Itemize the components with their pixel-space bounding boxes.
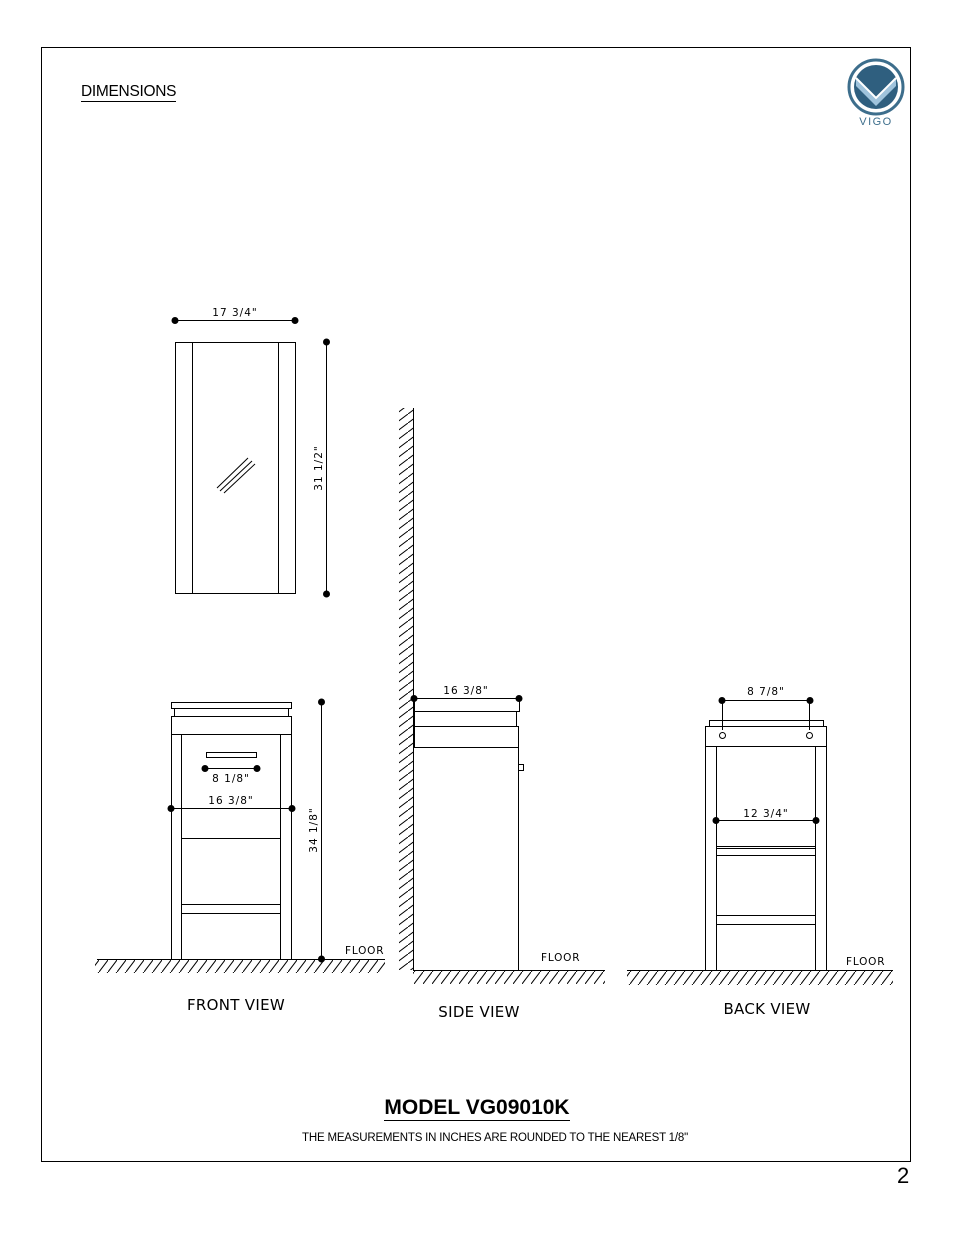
front-view-label: FRONT VIEW: [186, 996, 286, 1014]
front-drawer-dimension: [202, 766, 260, 772]
front-floor-label: FLOOR: [345, 945, 385, 957]
back-view-cabinet: [706, 721, 827, 971]
side-depth-label: 16 3/8": [443, 685, 489, 697]
front-width-label: 16 3/8": [208, 795, 254, 807]
mirror-height-label: 31 1/2": [313, 445, 325, 491]
back-top-label: 8 7/8": [747, 686, 785, 698]
page-number: 2: [897, 1163, 910, 1188]
front-floor: [95, 960, 385, 974]
side-floor: [413, 971, 605, 985]
front-drawer-label: 8 1/8": [212, 773, 250, 785]
back-top-dimension: [719, 698, 813, 731]
back-inner-label: 12 3/4": [743, 808, 789, 820]
logo-text: VIGO: [859, 116, 893, 128]
model-title: MODEL VG09010K: [384, 1096, 570, 1119]
side-view-label: SIDE VIEW: [438, 1003, 520, 1021]
back-view-label: BACK VIEW: [723, 1000, 811, 1018]
side-view-cabinet: [415, 699, 524, 971]
back-floor: [627, 971, 893, 986]
measurement-note: THE MEASUREMENTS IN INCHES ARE ROUNDED TO THE NEAREST 1/8": [302, 1132, 688, 1144]
front-height-label: 34 1/8": [308, 807, 320, 853]
side-floor-label: FLOOR: [541, 952, 581, 964]
dimensions-heading: DIMENSIONS: [81, 83, 177, 100]
mirror-outline: [176, 343, 296, 594]
mirror-width-label: 17 3/4": [212, 307, 258, 319]
back-floor-label: FLOOR: [846, 956, 886, 968]
model-title-wrap: [0, 1096, 954, 1120]
side-wall: [399, 408, 414, 970]
front-view-cabinet: [172, 703, 292, 960]
